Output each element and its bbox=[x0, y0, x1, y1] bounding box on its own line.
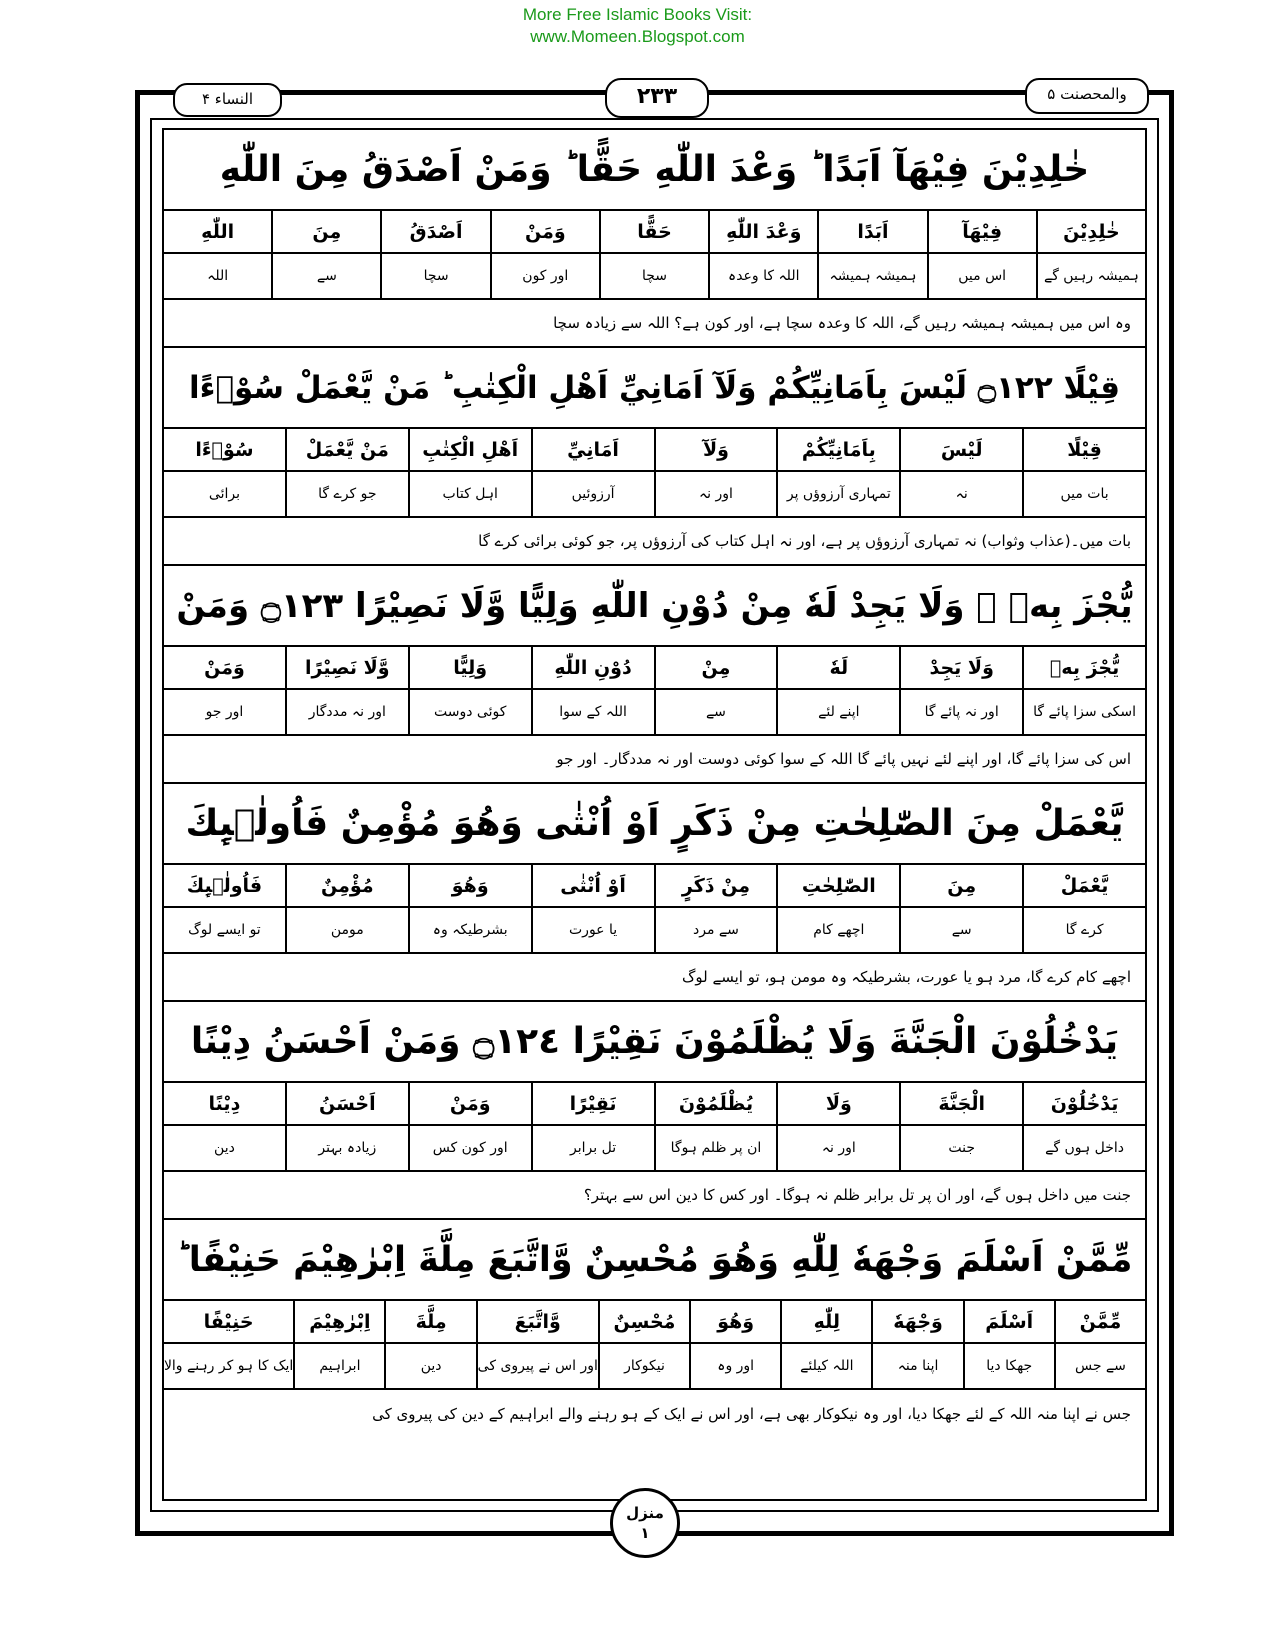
verse-block bbox=[164, 566, 1145, 784]
arabic-word: يَّعْمَلْ bbox=[1024, 865, 1145, 908]
word-cell bbox=[927, 211, 1036, 298]
word-cell bbox=[285, 429, 408, 516]
word-meaning: اپنے لئے bbox=[818, 704, 860, 720]
word-cell bbox=[1022, 1083, 1145, 1170]
arabic-word: وَلَا يَجِدْ bbox=[901, 647, 1022, 690]
word-cell bbox=[776, 865, 899, 952]
word-cell bbox=[899, 865, 1022, 952]
word-meaning: آرزوئیں bbox=[571, 486, 615, 502]
word-meaning: ہمیشہ رہیں گے bbox=[1043, 268, 1139, 284]
word-cell bbox=[899, 647, 1022, 734]
manzil-number: ۱ bbox=[640, 1524, 650, 1542]
word-meaning: زیادہ بہتر bbox=[318, 1140, 377, 1156]
arabic-word: دِيْنًا bbox=[164, 1083, 285, 1126]
word-meaning: اور وہ bbox=[717, 1358, 755, 1374]
word-meaning: ابراہیم bbox=[319, 1358, 361, 1374]
word-cell bbox=[1022, 429, 1145, 516]
word-meaning: سے bbox=[951, 922, 972, 938]
arabic-word: اِبْرٰهِيْمَ bbox=[295, 1301, 384, 1344]
word-meaning: سے جس bbox=[1074, 1358, 1126, 1374]
arabic-word: وَجْهَهٗ bbox=[873, 1301, 962, 1344]
word-meaning: جھکا دیا bbox=[986, 1358, 1033, 1374]
word-meaning: اللہ کے سوا bbox=[559, 704, 627, 720]
word-cell bbox=[708, 211, 817, 298]
arabic-word: وَهُوَ bbox=[691, 1301, 780, 1344]
word-meaning: تمہاری آرزوؤں پر bbox=[786, 486, 891, 502]
word-cell bbox=[776, 647, 899, 734]
word-meaning: جو کرے گا bbox=[318, 486, 377, 502]
arabic-word: مُؤْمِنٌ bbox=[287, 865, 408, 908]
verse-block bbox=[164, 784, 1145, 1002]
word-meaning: نیکوکار bbox=[624, 1358, 665, 1374]
word-grid bbox=[164, 865, 1145, 954]
word-cell bbox=[654, 1083, 777, 1170]
arabic-word: مِنَ bbox=[273, 211, 380, 254]
word-meaning: سچا bbox=[423, 268, 449, 284]
page-number: ۲۳۳ bbox=[605, 78, 709, 118]
manzil-label: منزل bbox=[626, 1504, 664, 1522]
arabic-word: اَبَدًا bbox=[819, 211, 926, 254]
arabic-word: قِيْلًا bbox=[1024, 429, 1145, 472]
word-meaning: اپنا منہ bbox=[897, 1358, 939, 1374]
urdu-translation-line: اچھے کام کرے گا، مرد ہو یا عورت، بشرطیکہ وہ مومن ہو، تو ایسے لوگ bbox=[164, 954, 1145, 1002]
word-meaning: مومن bbox=[330, 922, 364, 938]
arabic-verse-line: قِيْلًا ۝١٢٢ لَيْسَ بِاَمَانِيِّكُمْ وَلَآ اَمَانِيِّ اَهْلِ الْكِتٰبِ ؕ مَنْ يَّعْمَلْ سُوْۗءًا bbox=[164, 348, 1145, 429]
urdu-translation-line: جس نے اپنا منہ اللہ کے لئے جھکا دیا، اور وہ نیکوکار بھی ہے، اور اس نے ایک کے ہو رہنے والے ابراہیم کے دین کی پیروی کی bbox=[372, 1405, 1131, 1423]
word-cell bbox=[780, 1301, 871, 1388]
word-grid bbox=[164, 1301, 1145, 1390]
word-cell bbox=[490, 211, 599, 298]
word-meaning: تل برابر bbox=[570, 1140, 617, 1156]
arabic-word: لَهٗ bbox=[778, 647, 899, 690]
word-cell bbox=[531, 865, 654, 952]
arabic-word: وَّاتَّبَعَ bbox=[478, 1301, 598, 1344]
word-meaning: جنت bbox=[948, 1140, 976, 1156]
word-meaning: اللہ کیلئے bbox=[800, 1358, 854, 1374]
word-meaning: نہ bbox=[955, 486, 968, 502]
word-meaning: اہل کتاب bbox=[442, 486, 498, 502]
promo-link[interactable]: www.Momeen.Blogspot.com bbox=[530, 27, 745, 46]
word-cell bbox=[408, 865, 531, 952]
word-meaning: اور کون کس bbox=[432, 1140, 508, 1156]
arabic-verse-line: يَّعْمَلْ مِنَ الصّٰلِحٰتِ مِنْ ذَكَرٍ اَوْ اُنْثٰى وَهُوَ مُؤْمِنٌ فَاُولٰۗىِٕكَ bbox=[164, 784, 1145, 865]
word-meaning: ہمیشہ ہمیشہ bbox=[829, 268, 917, 284]
word-cell bbox=[408, 1083, 531, 1170]
arabic-verse-line: خٰلِدِيْنَ فِيْهَآ اَبَدًا ؕ وَعْدَ اللّٰهِ حَقًّا ؕ وَمَنْ اَصْدَقُ مِنَ اللّٰهِ bbox=[164, 130, 1145, 211]
word-cell bbox=[654, 865, 777, 952]
word-cell bbox=[776, 429, 899, 516]
word-meaning: اللہ کا وعدہ bbox=[727, 268, 800, 284]
arabic-word: وَلَا bbox=[778, 1083, 899, 1126]
arabic-word: بِاَمَانِيِّكُمْ bbox=[778, 429, 899, 472]
word-meaning: بشرطیکہ وہ bbox=[432, 922, 508, 938]
arabic-word: مُحْسِنٌ bbox=[600, 1301, 689, 1344]
word-cell bbox=[164, 429, 285, 516]
word-meaning: داخل ہوں گے bbox=[1045, 1140, 1124, 1156]
word-meaning: اور کون bbox=[522, 268, 569, 284]
word-cell bbox=[164, 865, 285, 952]
arabic-word: مِّمَّنْ bbox=[1056, 1301, 1145, 1344]
arabic-word: وَمَنْ bbox=[492, 211, 599, 254]
arabic-word: مِنْ bbox=[656, 647, 777, 690]
verse-content bbox=[162, 128, 1147, 1501]
surah-name-tab: النساء ۴ bbox=[173, 83, 282, 117]
verse-block bbox=[164, 1002, 1145, 1220]
word-cell bbox=[408, 647, 531, 734]
word-meaning: یا عورت bbox=[569, 922, 618, 938]
word-cell bbox=[598, 1301, 689, 1388]
word-cell bbox=[899, 429, 1022, 516]
word-meaning: دین bbox=[420, 1358, 442, 1374]
word-cell bbox=[963, 1301, 1054, 1388]
word-meaning: اسکی سزا پائے گا bbox=[1033, 704, 1137, 720]
word-cell bbox=[689, 1301, 780, 1388]
word-cell bbox=[293, 1301, 384, 1388]
verse-block bbox=[164, 130, 1145, 348]
arabic-word: لَيْسَ bbox=[901, 429, 1022, 472]
arabic-word: اَهْلِ الْكِتٰبِ bbox=[410, 429, 531, 472]
word-cell bbox=[164, 1301, 293, 1388]
word-grid bbox=[164, 1083, 1145, 1172]
word-meaning: اور نہ bbox=[698, 486, 733, 502]
word-meaning: سے مرد bbox=[693, 922, 739, 938]
arabic-word: اللّٰهِ bbox=[164, 211, 271, 254]
arabic-word: اَحْسَنُ bbox=[287, 1083, 408, 1126]
arabic-word: مِنَ bbox=[901, 865, 1022, 908]
arabic-word: وَمَنْ bbox=[410, 1083, 531, 1126]
word-meaning: کرے گا bbox=[1065, 922, 1104, 938]
arabic-word: الْجَنَّةَ bbox=[901, 1083, 1022, 1126]
arabic-word: مِنْ ذَكَرٍ bbox=[656, 865, 777, 908]
arabic-verse-line: يَدْخُلُوْنَ الْجَنَّةَ وَلَا يُظْلَمُوْنَ نَقِيْرًا ۝١٢٤ وَمَنْ اَحْسَنُ دِيْنًا bbox=[164, 1002, 1145, 1083]
word-cell bbox=[1036, 211, 1145, 298]
word-cell bbox=[531, 1083, 654, 1170]
word-meaning: اللہ bbox=[207, 268, 229, 284]
word-cell bbox=[654, 647, 777, 734]
arabic-word: وَعْدَ اللّٰهِ bbox=[710, 211, 817, 254]
urdu-translation-line: بات میں۔(عذاب وثواب) نہ تمہاری آرزوؤں پر ہے، اور نہ اہل کتاب کی آرزوؤں پر، جو کوئی برائی کرے گا bbox=[164, 518, 1145, 566]
verse-block bbox=[164, 348, 1145, 566]
word-cell bbox=[476, 1301, 598, 1388]
word-cell bbox=[285, 865, 408, 952]
arabic-word: دُوْنِ اللّٰهِ bbox=[533, 647, 654, 690]
word-meaning: بات میں bbox=[1060, 486, 1109, 502]
arabic-word: مَنْ يَّعْمَلْ bbox=[287, 429, 408, 472]
word-meaning: اور نہ پائے گا bbox=[924, 704, 999, 720]
arabic-word: اَمَانِيِّ bbox=[533, 429, 654, 472]
word-meaning: اور اس نے پیروی کی bbox=[477, 1358, 598, 1374]
word-cell bbox=[1022, 865, 1145, 952]
word-cell bbox=[531, 647, 654, 734]
word-cell bbox=[164, 647, 285, 734]
word-meaning: اس میں bbox=[958, 268, 1007, 284]
arabic-word: مِلَّةَ bbox=[386, 1301, 475, 1344]
word-cell bbox=[164, 211, 271, 298]
verse-block bbox=[164, 1220, 1145, 1438]
manzil-badge bbox=[610, 1488, 680, 1558]
urdu-translation-line: جنت میں داخل ہوں گے، اور ان پر تل برابر ظلم نہ ہوگا۔ اور کس کا دین اس سے بہتر؟ bbox=[164, 1172, 1145, 1220]
word-cell bbox=[271, 211, 380, 298]
arabic-word: لِلّٰهِ bbox=[782, 1301, 871, 1344]
word-meaning: تو ایسے لوگ bbox=[188, 922, 261, 938]
arabic-word: حَنِيْفًا bbox=[164, 1301, 293, 1344]
word-meaning: اچھے کام bbox=[813, 922, 865, 938]
arabic-word: خٰلِدِيْنَ bbox=[1038, 211, 1145, 254]
arabic-word: وَهُوَ bbox=[410, 865, 531, 908]
arabic-word: اَصْدَقُ bbox=[382, 211, 489, 254]
word-cell bbox=[776, 1083, 899, 1170]
word-cell bbox=[531, 429, 654, 516]
word-cell bbox=[1054, 1301, 1145, 1388]
arabic-word: وَّلَا نَصِيْرًا bbox=[287, 647, 408, 690]
urdu-translation-line: اس کی سزا پائے گا، اور اپنے لئے نہیں پائے گا اللہ کے سوا کوئی دوست اور نہ مددگار۔ اور جو bbox=[164, 736, 1145, 784]
arabic-word: الصّٰلِحٰتِ bbox=[778, 865, 899, 908]
arabic-word: نَقِيْرًا bbox=[533, 1083, 654, 1126]
arabic-word: وَلِيًّا bbox=[410, 647, 531, 690]
arabic-word: يُّجْزَ بِهٖ bbox=[1024, 647, 1145, 690]
word-cell bbox=[384, 1301, 475, 1388]
arabic-word: يَدْخُلُوْنَ bbox=[1024, 1083, 1145, 1126]
word-cell bbox=[899, 1083, 1022, 1170]
word-grid bbox=[164, 429, 1145, 518]
word-meaning: سچا bbox=[642, 268, 668, 284]
word-grid bbox=[164, 211, 1145, 300]
word-meaning: اور جو bbox=[205, 704, 244, 720]
word-meaning: برائی bbox=[208, 486, 240, 502]
arabic-word: حَقًّا bbox=[601, 211, 708, 254]
arabic-word: سُوْۗءًا bbox=[164, 429, 285, 472]
word-cell bbox=[285, 647, 408, 734]
word-meaning: کوئی دوست bbox=[434, 704, 507, 720]
word-cell bbox=[164, 1083, 285, 1170]
urdu-translation-line: وہ اس میں ہمیشہ ہمیشہ رہیں گے، اللہ کا وعدہ سچا ہے، اور کون ہے؟ اللہ سے زیادہ سچا bbox=[164, 300, 1145, 348]
para-name-tab: والمحصنت ۵ bbox=[1025, 78, 1149, 114]
word-meaning: سے bbox=[705, 704, 726, 720]
word-meaning: اور نہ مددگار bbox=[308, 704, 386, 720]
word-cell bbox=[871, 1301, 962, 1388]
promo-banner bbox=[0, 4, 1275, 48]
arabic-word: وَلَآ bbox=[656, 429, 777, 472]
arabic-word: فَاُولٰۗىِٕكَ bbox=[164, 865, 285, 908]
arabic-word: اَسْلَمَ bbox=[965, 1301, 1054, 1344]
word-cell bbox=[817, 211, 926, 298]
arabic-word: وَمَنْ bbox=[164, 647, 285, 690]
word-meaning: دین bbox=[214, 1140, 235, 1156]
word-meaning: سے bbox=[316, 268, 337, 284]
arabic-verse-line: يُّجْزَ بِهٖ ۙ وَلَا يَجِدْ لَهٗ مِنْ دُوْنِ اللّٰهِ وَلِيًّا وَّلَا نَصِيْرًا ۝١٢٣ وَمَنْ bbox=[164, 566, 1145, 647]
word-cell bbox=[285, 1083, 408, 1170]
word-meaning: اور نہ bbox=[821, 1140, 856, 1156]
arabic-verse-line: مِّمَّنْ اَسْلَمَ وَجْهَهٗ لِلّٰهِ وَهُوَ مُحْسِنٌ وَّاتَّبَعَ مِلَّةَ اِبْرٰهِيْمَ حَنِيْفًا ؕ bbox=[164, 1220, 1145, 1301]
word-cell bbox=[380, 211, 489, 298]
arabic-word: اَوْ اُنْثٰى bbox=[533, 865, 654, 908]
word-grid bbox=[164, 647, 1145, 736]
word-cell bbox=[1022, 647, 1145, 734]
word-meaning: ان پر ظلم ہوگا bbox=[670, 1140, 762, 1156]
word-cell bbox=[599, 211, 708, 298]
arabic-word: فِيْهَآ bbox=[929, 211, 1036, 254]
word-meaning: ایک کا ہو کر رہنے والا bbox=[163, 1358, 294, 1374]
promo-line-1: More Free Islamic Books Visit: bbox=[522, 5, 753, 24]
arabic-word: يُظْلَمُوْنَ bbox=[656, 1083, 777, 1126]
word-cell bbox=[654, 429, 777, 516]
word-cell bbox=[408, 429, 531, 516]
